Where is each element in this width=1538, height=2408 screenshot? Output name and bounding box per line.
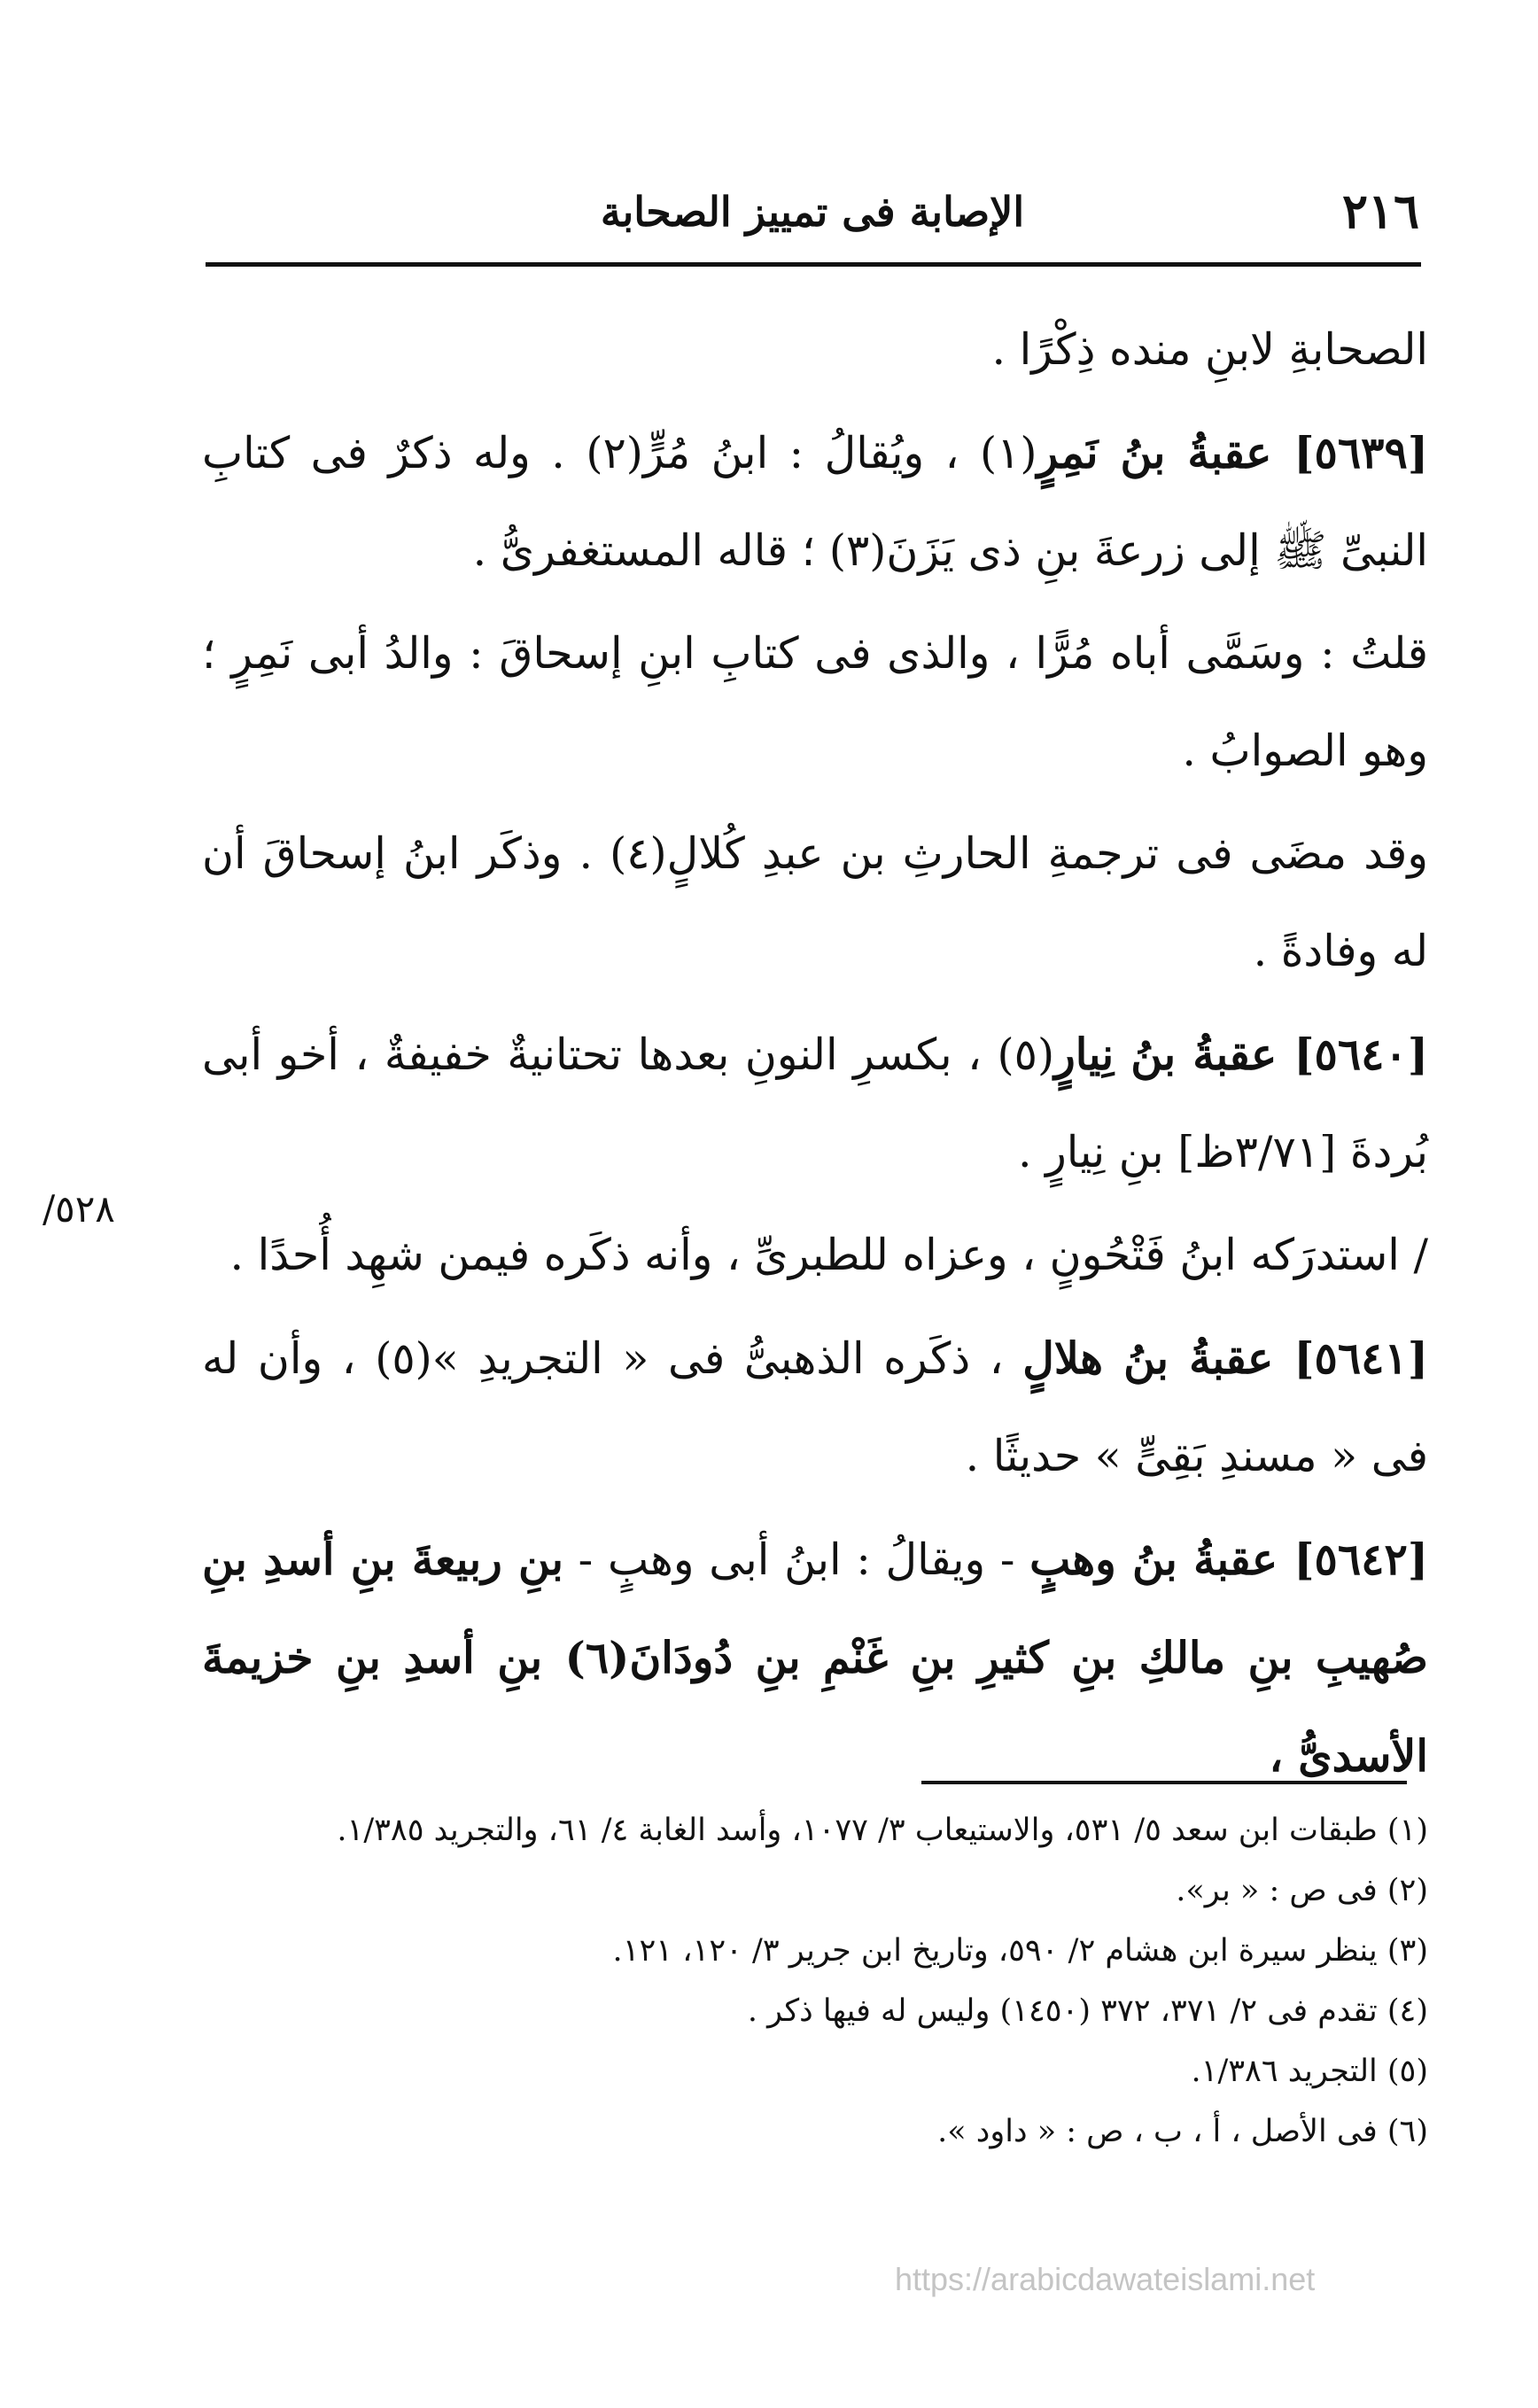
main-text xyxy=(202,301,1428,1811)
entry-5640 xyxy=(202,1006,1428,1201)
page-header xyxy=(206,177,1419,266)
watermark-url: https://arabicdawateislami.net xyxy=(895,2261,1316,2297)
entry-5641 xyxy=(202,1309,1428,1505)
margin-page-reference: ٥٢٨/ xyxy=(43,1187,115,1231)
header-rule xyxy=(206,262,1421,267)
entry-5639 xyxy=(202,404,1428,600)
entry-text: (١) ، ويُقالُ : ابنُ مُرٍّ(٢) . وله ذكرٌ فى كتابِ النبىِّ ﷺ إلى زرعةَ بنِ ذى يَزَنَ(٣) ؛ قاله المستغفرىُّ . xyxy=(202,428,1428,576)
entry-heading: [٥٦٤٢] عقبةُ بنُ وهبٍ xyxy=(1029,1534,1429,1585)
paragraph-6: / استدرَكه ابنُ فَتْحُونٍ ، وعزاه للطبرىِّ ، وأنه ذكَره فيمن شهِد أُحدًا . xyxy=(229,1230,1428,1280)
entry-text: (٥) ، بكسرِ النونِ بعدها تحتانيةٌ خفيفةٌ ، أخو أبى بُردةَ [٣/٧١ظ] بنِ نِيارٍ . xyxy=(202,1029,1428,1177)
footnote-4: (٤) تقدم فى ٢/ ٣٧١، ٣٧٢ (١٤٥٠) وليس له فيها ذكر . xyxy=(747,1993,1428,2029)
paragraph-1: الصحابةِ لابنِ منده ذِكْرًا . xyxy=(991,324,1428,375)
page-number: ٢١٦ xyxy=(1341,183,1419,239)
entry-aside: - ويقالُ : ابنُ أبى وهبٍ - xyxy=(563,1534,1030,1585)
entry-5642 xyxy=(202,1511,1428,1806)
entry-heading: [٥٦٣٩] عقبةُ بنُ نَمِرٍ xyxy=(1037,427,1428,478)
entry-heading: [٥٦٤٠] عقبةُ بنُ نِيارٍ xyxy=(1054,1029,1428,1080)
footnote-5: (٥) التجريد ١/٣٨٦. xyxy=(1191,2054,1428,2089)
footnotes xyxy=(202,1800,1428,2162)
paragraph-3: قلتُ : وسَمَّى أباه مُرًّا ، والذى فى كتابِ ابنِ إسحاقَ : والدُ أبى نَمِرٍ ؛ وهو الصوابُ . xyxy=(202,628,1428,776)
footnote-rule xyxy=(921,1781,1407,1784)
running-title: الإصابة فى تمييز الصحابة xyxy=(600,188,1025,236)
entry-text: ، ذكَره الذهبىُّ فى « التجريدِ »(٥) ، وأن له فى « مسندِ بَقِىٍّ » حديثًا . xyxy=(202,1333,1428,1481)
entry-lineage: بنِ ربيعةَ بنِ أسدِ بنِ صُهيبِ بنِ مالكِ بنِ كثيرِ بنِ غَنْمِ بنِ دُودَانَ(٦) بنِ أسدِ بنِ خزيمةَ الأسدىُّ ، xyxy=(202,1534,1429,1782)
footnote-3: (٣) ينظر سيرة ابن هشام ٢/ ٥٩٠، وتاريخ ابن جرير ٣/ ١٢٠، ١٢١. xyxy=(612,1933,1428,1969)
paragraph-4: وقد مضَى فى ترجمةِ الحارثِ بن عبدِ كُلالٍ(٤) . وذكَر ابنُ إسحاقَ أن له وفادةً . xyxy=(202,828,1428,976)
footnote-2: (٢) فى ص : « بر». xyxy=(1176,1873,1428,1908)
entry-heading: [٥٦٤١] عقبةُ بنُ هلالٍ xyxy=(1022,1332,1429,1384)
footnote-6: (٦) فى الأصل ، أ ، ب ، ص : « داود ». xyxy=(937,2114,1428,2149)
footnote-1: (١) طبقات ابن سعد ٥/ ٥٣١، والاستيعاب ٣/ ١٠٧٧، وأسد الغابة ٤/ ٦١، والتجريد ١/٣٨٥. xyxy=(337,1813,1428,1848)
